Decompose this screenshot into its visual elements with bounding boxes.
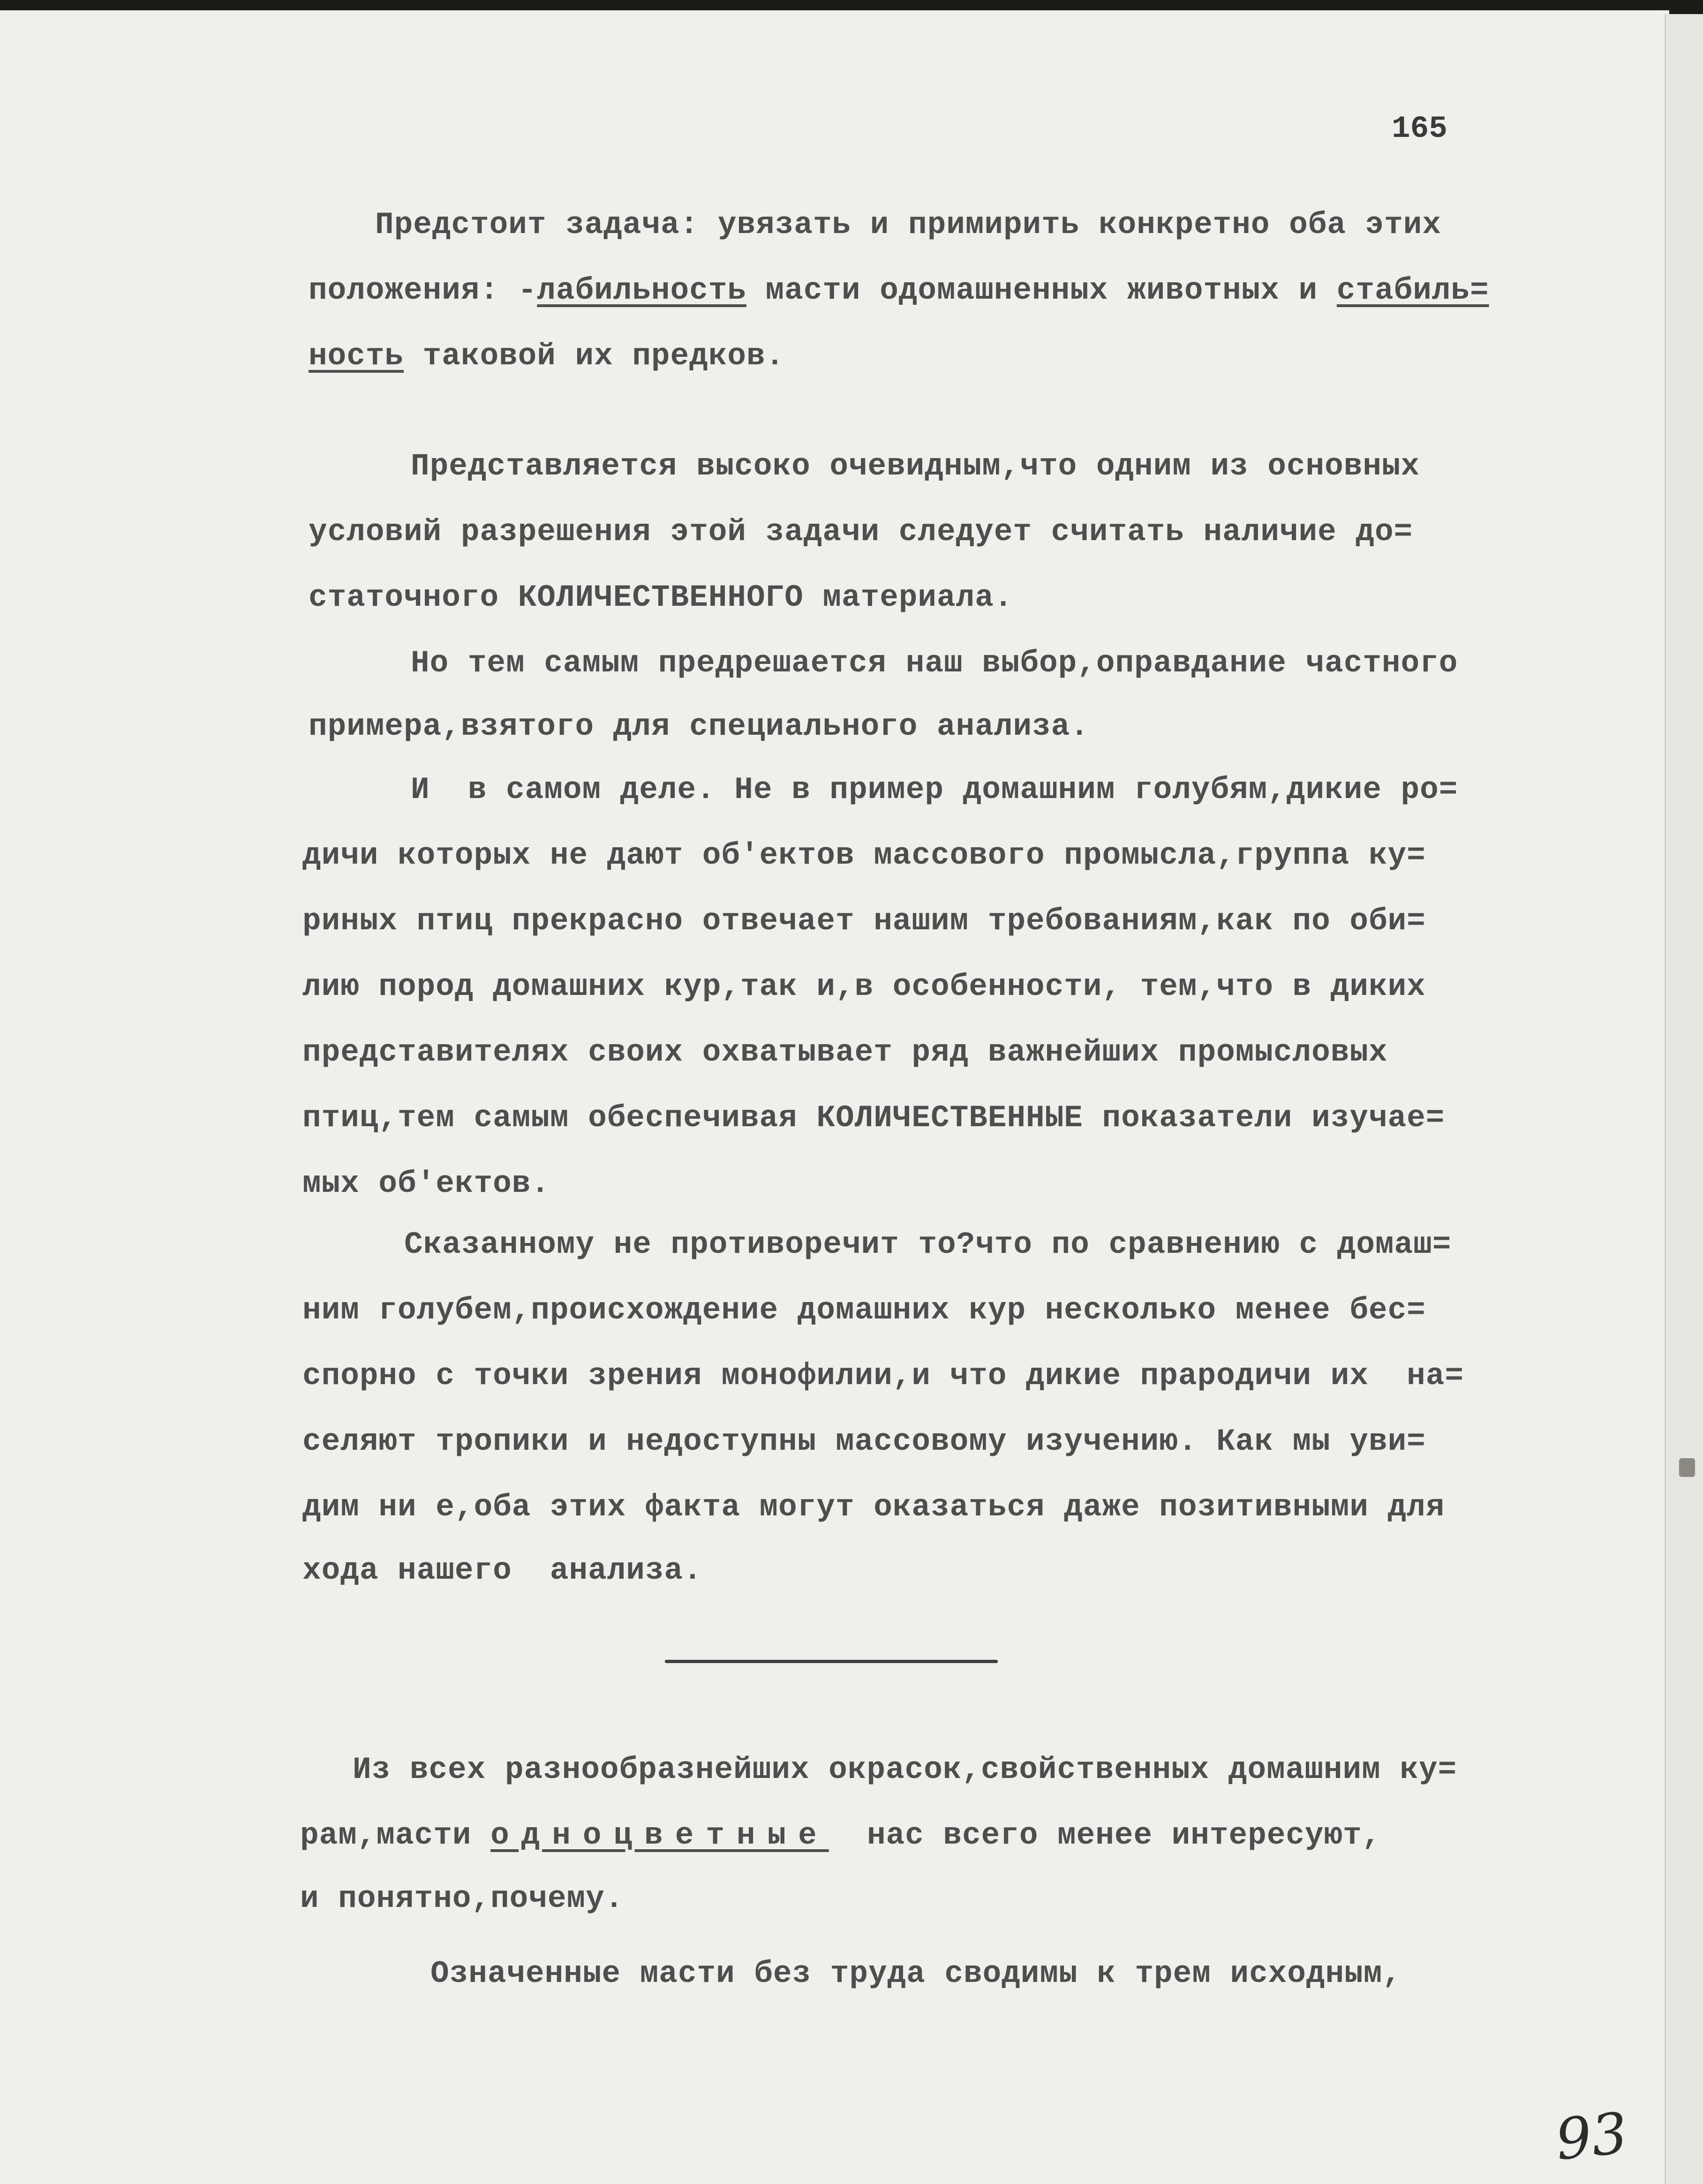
underlined-term: стабиль=: [1336, 273, 1489, 308]
text-fragment: таковой их предков.: [404, 339, 785, 374]
text-line: Предстоит задача: увязать и примирить конкретно оба этих: [375, 207, 1441, 242]
text-line: спорно с точки зрения монофилии,и что дикие прародичи их на=: [302, 1358, 1464, 1393]
document-page: [0, 10, 1669, 2184]
text-line: лию пород домашних кур,так и,в особенности, тем,что в диких: [302, 969, 1426, 1004]
text-line: примера,взятого для специального анализа.: [309, 709, 1089, 744]
text-line: мых об'ектов.: [302, 1166, 550, 1201]
text-line: Означенные масти без труда сводимы к трем исходным,: [430, 1956, 1402, 1991]
text-line: ним голубем,происхождение домашних кур несколько менее бес=: [302, 1293, 1426, 1328]
text-fragment: рам,масти: [300, 1818, 491, 1853]
text-line: Сказанному не противоречит то?что по сравнению с домаш=: [404, 1227, 1452, 1262]
text-line: дим ни е,оба этих факта могут оказаться даже позитивными для: [302, 1490, 1445, 1525]
text-line: Но тем самым предрешается наш выбор,оправдание частного: [411, 646, 1458, 681]
text-line: [309, 273, 1489, 308]
underlined-term: лабильность: [537, 273, 746, 308]
text-line: условий разрешения этой задачи следует считать наличие до=: [309, 514, 1413, 550]
text-line: Представляется высоко очевидным,что одним из основных: [411, 449, 1420, 484]
text-line: дичи которых не дают об'ектов массового промысла,группа ку=: [302, 838, 1426, 873]
text-line: Из всех разнообразнейших окрасок,свойственных домашним ку=: [353, 1752, 1457, 1787]
text-fragment: положения: -: [309, 273, 537, 308]
text-line: селяют тропики и недоступны массовому изучению. Как мы уви=: [302, 1424, 1426, 1459]
text-line: И в самом деле. Не в пример домашним голубям,дикие ро=: [411, 772, 1458, 807]
section-divider: [665, 1660, 998, 1663]
underlined-term: одноцветные: [490, 1818, 829, 1853]
text-line: и понятно,почему.: [300, 1881, 624, 1916]
text-line: риных птиц прекрасно отвечает нашим требованиям,как по оби=: [302, 904, 1426, 939]
page-number: 165: [1392, 111, 1447, 146]
text-line: хода нашего анализа.: [302, 1553, 702, 1588]
binder-tab: [1679, 1458, 1695, 1477]
text-line: птиц,тем самым обеспечивая КОЛИЧЕСТВЕННЫЕ показатели изучае=: [302, 1100, 1445, 1136]
text-line: [309, 339, 784, 374]
page-edge: [1665, 14, 1703, 2184]
underlined-term: ность: [309, 339, 404, 374]
text-fragment: нас всего менее интересуют,: [829, 1818, 1381, 1853]
text-fragment: масти одомашненных животных и: [746, 273, 1337, 308]
archive-page-number: 93: [1552, 2101, 1631, 2173]
text-line: представителях своих охватывает ряд важнейших промысловых: [302, 1035, 1388, 1070]
text-line: статочного КОЛИЧЕСТВЕННОГО материала.: [309, 580, 1013, 615]
text-line: [300, 1818, 1381, 1853]
